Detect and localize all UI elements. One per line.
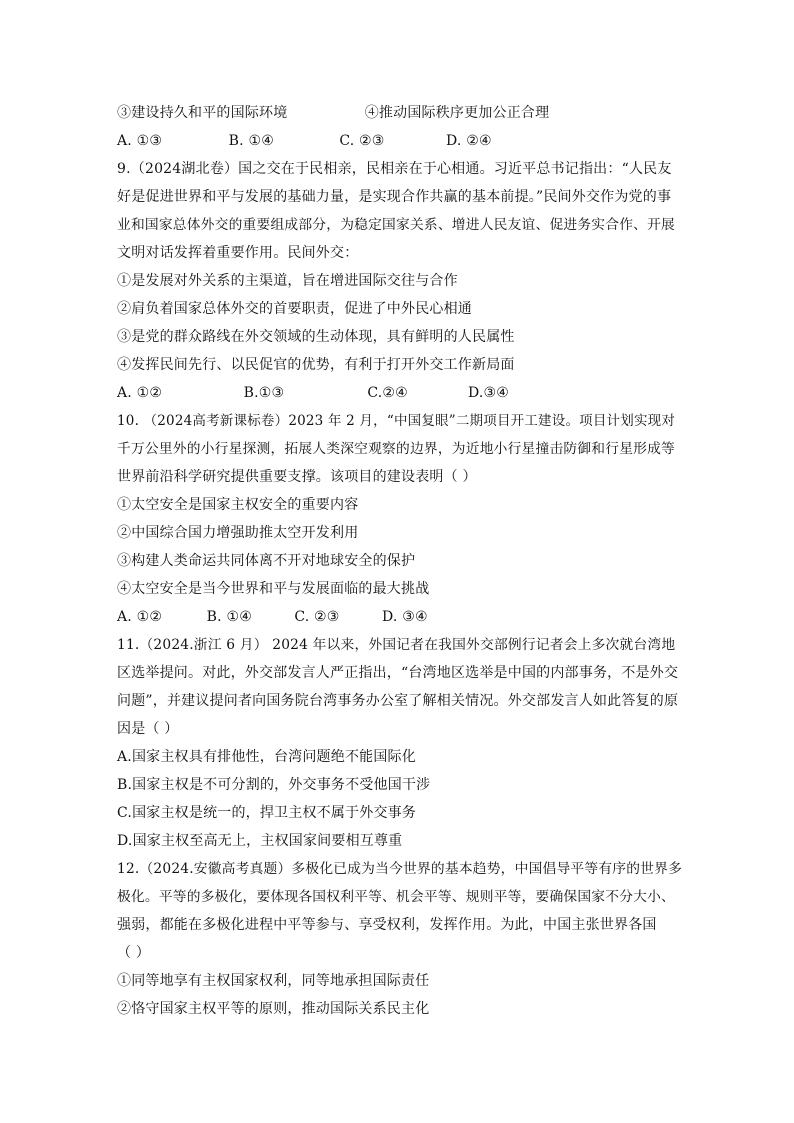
q10-options-row <box>117 607 428 627</box>
q12-choice: ②恪守国家主权平等的原则，推动国际关系民主化 <box>117 1001 430 1017</box>
q10-choice: ③构建人类命运共同体离不开对地球安全的保护 <box>117 553 416 569</box>
q11-stem-line: 因是（ ） <box>117 721 179 737</box>
q10-option-c: C. ②③ <box>294 609 340 625</box>
q10-choice: ①太空安全是国家主权安全的重要内容 <box>117 497 359 513</box>
q9-choice: ③是党的群众路线在外交领域的生动体现，具有鲜明的人民属性 <box>117 329 515 345</box>
q9-choice: ①是发展对外关系的主渠道，旨在增进国际交往与合作 <box>117 273 458 289</box>
q9-stem-line: 好是促进世界和平与发展的基础力量，是实现合作共赢的基本前提。”民间外交作为党的事 <box>117 189 672 205</box>
q8-choice-4: ④推动国际秩序更加公正合理 <box>364 105 550 121</box>
q8-option-a: A. ①③ <box>117 133 163 149</box>
q12-stem-line: 12.（2024.安徽高考真题）多极化已成为当今世界的基本趋势，中国倡导平等有序的世界多 <box>117 861 683 877</box>
q9-choice: ④发挥民间先行、以民促官的优势，有利于打开外交工作新局面 <box>117 357 515 373</box>
q11-choice: A.国家主权具有排他性，台湾问题绝不能国际化 <box>117 749 416 765</box>
q12-stem-line: （ ） <box>117 945 151 961</box>
q8-option-d: D. ②④ <box>445 133 492 149</box>
q9-choice: ②肩负着国家总体外交的首要职责，促进了中外民心相通 <box>117 301 472 317</box>
q11-choice: C.国家主权是统一的，捍卫主权不属于外交事务 <box>117 805 417 821</box>
q8-choices-row <box>117 103 549 123</box>
q11-choice: D.国家主权至高无上，主权国家间要相互尊重 <box>117 833 403 849</box>
q10-option-b: B. ①④ <box>206 609 252 625</box>
q9-options-row <box>117 383 509 403</box>
q9-stem-line: 文明对话发挥着重要作用。民间外交： <box>117 245 359 261</box>
q9-stem-line: 9.（2024湖北卷）国之交在于民相亲，民相亲在于心相通。习近平总书记指出：“人民友 <box>117 161 672 177</box>
q9-option-c: C.②④ <box>367 385 408 401</box>
q9-option-d: D.③④ <box>467 385 510 401</box>
q10-option-d: D. ③④ <box>381 609 428 625</box>
q11-stem-line: 区选举提问。对此，外交部发言人严正指出，“台湾地区选举是中国的内部事务，不是外交 <box>117 665 679 681</box>
q10-choice: ④太空安全是当今世界和平与发展面临的最大挑战 <box>117 581 430 597</box>
q8-choice-3: ③建设持久和平的国际环境 <box>117 105 288 121</box>
q8-options-row <box>117 131 492 151</box>
q8-option-b: B. ①④ <box>228 133 274 149</box>
q9-option-a: A. ①② <box>117 385 163 401</box>
q12-stem-line: 强弱，都能在多极化进程中平等参与、享受权利，发挥作用。为此，中国主张世界各国 <box>117 917 657 933</box>
q10-choice: ②中国综合国力增强助推太空开发利用 <box>117 525 359 541</box>
q9-option-b: B.①③ <box>243 385 285 401</box>
q12-choice: ①同等地享有主权国家权利，同等地承担国际责任 <box>117 973 430 989</box>
q10-stem-line: 世界前沿科学研究提供重要支撑。该项目的建设表明（ ） <box>117 469 477 485</box>
q10-option-a: A. ①② <box>117 609 163 625</box>
q11-choice: B.国家主权是不可分割的，外交事务不受他国干涉 <box>117 777 431 793</box>
q10-stem-line: 10. （2024高考新课标卷）2023 年 2 月，“中国复眼”二期项目开工建设。项目计划实现对 <box>117 413 676 429</box>
q8-option-c: C. ②③ <box>339 133 385 149</box>
q11-stem-line: 问题”，并建议提问者向国务院台湾事务办公室了解相关情况。外交部发言人如此答复的原 <box>117 693 679 709</box>
q9-stem-line: 业和国家总体外交的重要组成部分，为稳定国家关系、增进人民友谊、促进务实合作、开展 <box>117 217 676 233</box>
q11-stem-line: 11.（2024.浙江 6 月） 2024 年以来，外国记者在我国外交部例行记者会上多次就台湾地 <box>117 637 676 653</box>
q12-stem-line: 极化。平等的多极化，要体现各国权利平等、机会平等、规则平等，要确保国家不分大小、 <box>117 889 676 905</box>
q10-stem-line: 千万公里外的小行星探测，拓展人类深空观察的边界，为近地小行星撞击防御和行星形成等 <box>117 441 676 457</box>
